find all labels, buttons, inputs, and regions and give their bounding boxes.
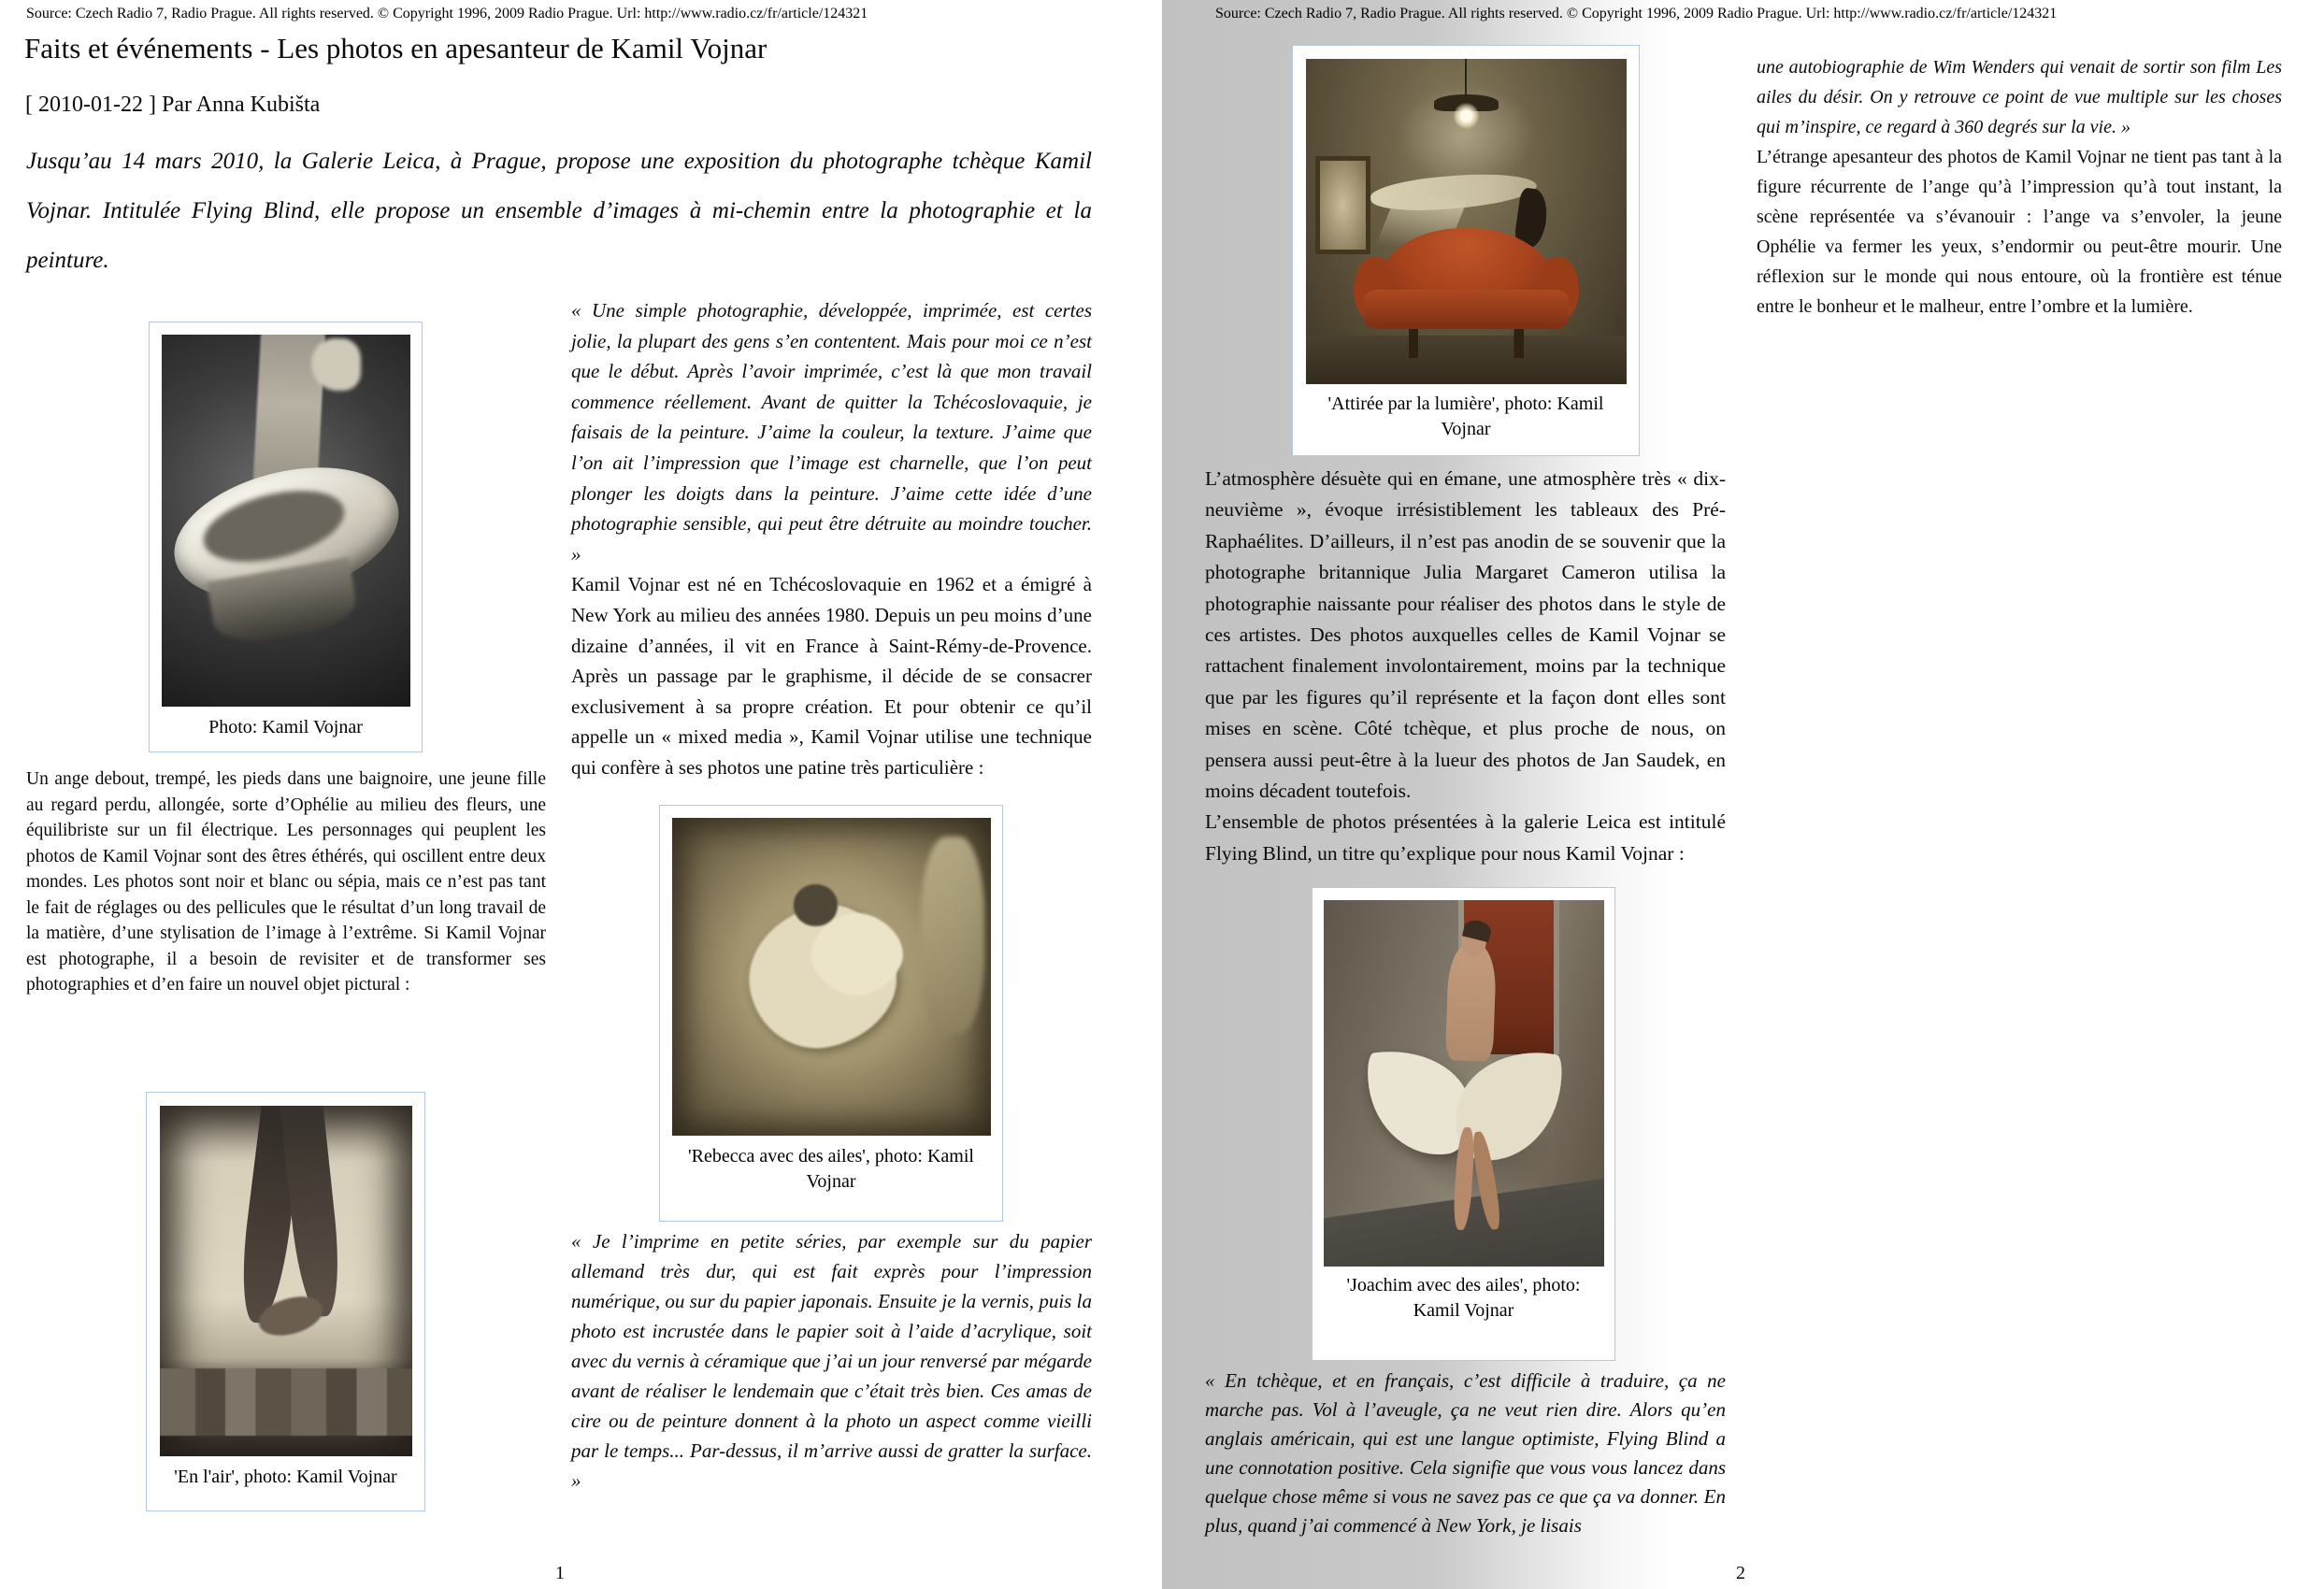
photo-attiree-par-la-lumiere [1306,59,1627,384]
angel-wing-shape [311,338,361,391]
torso-shape [1445,943,1497,1062]
figure-caption: 'Rebecca avec des ailes', photo: Kamil Vojnar [688,1146,974,1192]
page-number: 2 [1736,1563,1745,1583]
page-2 [1162,0,2324,1589]
lead-paragraph: Jusqu’au 14 mars 2010, la Galerie Leica, à Prague, propose une exposition du photographe tchèque Kamil Vojnar. Intitulée Flying Blind, elle propose un ensemble d’images à mi-chemin entre la photographie et la peinture. [26,149,1092,273]
right-column [1757,52,2282,322]
figure-rebecca [659,805,1003,1222]
quote-simple-photo: « Une simple photographie, développée, imprimée, est certes jolie, la plupart des gens s’en contentent. Mais pour moi ce n’est que le début. Après l’avoir imprimée, c’est là que mon travail commence réellement. Avant de quitter la Tchécoslovaquie, je faisais de la peinture. J’aime la couleur, la texture. J’aime que l’on ait l’impression que l’image est charnelle, que l’on peut plonger les doigts dans la peinture. J’aime cette idée d’une photographie sensible, qui peut être détruite au moindre toucher. » [571,299,1092,565]
figure-attiree-par-la-lumiere [1292,45,1640,456]
hair-shape [794,884,839,925]
photo-joachim [1324,900,1604,1267]
middle-column [571,295,1092,783]
lamp-bulb-shape [1454,103,1479,129]
figure-en-lair [146,1092,425,1511]
page-title: Faits et événements - Les photos en apesanteur de Kamil Vojnar [24,32,767,64]
source-line: Source: Czech Radio 7, Radio Prague. All rights reserved. © Copyright 1996, 2009 Radio Prague. Url: http://www.radio.cz/fr/article/124321 [1215,6,2058,21]
photo-rebecca [672,818,991,1136]
paragraph-angels: Un ange debout, trempé, les pieds dans une baignoire, une jeune fille au regard perdu, allongée, sorte d’Ophélie au milieu des fleurs, une équilibriste sur un fil électrique. Les personnages qui peuplent les photos de Kamil Vojnar sont des êtres éthérés, qui oscillent entre deux mondes. Les photos sont noir et blanc ou sépia, mais ce n’est pas tant le fait de réglages ou des pellicules que le résultat d’un long travail de la matière, d’une stylisation de l’image à l’extrême. Si Kamil Vojnar est photographe, il a besoin de revisiter et de transformer ses photographies et d’en faire un nouvel objet pictural : [26,769,546,995]
cityscape-shape [160,1368,412,1435]
figure-caption: 'En l'air', photo: Kamil Vojnar [174,1467,397,1487]
quote-print-process: « Je l’imprime en petite séries, par exemple sur du papier allemand très dur, qui est fait exprès pour l’impression numérique, ou sur du papier japonais. Ensuite je la vernis, puis la photo est incrustée dans le papier soit à l’aide d’acrylique, soit avec du vernis à céramique que j’ai un jour renversé par mégarde avant de réaliser le lendemain que c’était très bien. Ces amas de cire ou de peinture donnent à la photo un aspect comme vieilli par le temps... Par-dessus, il m’arrive aussi de gratter la surface. » [571,1230,1092,1492]
photo-en-lair [160,1106,412,1456]
figure-caption: 'Attirée par la lumière', photo: Kamil Vojnar [1327,394,1604,439]
sofa-legs-shape [1370,329,1563,358]
byline: [ 2010-01-22 ] Par Anna Kubišta [25,93,321,117]
middle-column [1205,464,1726,869]
quote-wenders: une autobiographie de Wim Wenders qui venait de sortir son film Les ailes du désir. On y retrouve ce point de vue multiple sur les choses qui m’inspire, ce regard à 360 degrés sur la vie. » [1757,57,2282,137]
paragraph-bio: Kamil Vojnar est né en Tchécoslovaquie en 1962 et a émigré à New York au milieu des années 1980. Depuis un peu moins d’une dizaine d’années, il vit en France à Saint-Rémy-de-Provence. Après un passage par le graphisme, il décide de se consacrer exclusivement à sa propre création. Et pour obtenir ce qu’il appelle un « mixed media », Kamil Vojnar utilise une technique qui confère à ses photos une patine très particulière : [571,573,1092,779]
figure-caption: 'Joachim avec des ailes', photo: Kamil Vojnar [1346,1275,1581,1321]
quote-flying-blind: « En tchèque, et en français, c’est difficile à traduire, ça ne marche pas. Vol à l’aveugle, ça ne veut rien dire. Alors qu’en anglais américain, qui est une langue optimiste, Flying Blind a une connotation positive. Cela signifie que vous vous lancez dans quelque chose même si vous ne savez pas ce que ça va donner. En plus, quand j’ai commencé à New York, je lisais [1205,1369,1726,1537]
figure-bathtub-angel [149,322,423,752]
paragraph-apesanteur: L’étrange apesanteur des photos de Kamil Vojnar ne tient pas tant à la figure récurrente de l’ange qu’à l’impression qu’à tout instant, la scène représentée va s’évanouir : l’ange va s’envoler, la jeune Ophélie va fermer les yeux, s’endormir ou peut-être mourir. Une réflexion sur le monde qui nous entoure, où la frontière est ténue entre le bonheur et le malheur, entre l’ombre et la lumière. [1757,147,2282,317]
wall-picture-shape [1315,156,1370,253]
sofa-seat-shape [1364,290,1570,329]
sheet-fold-shape [921,837,984,1034]
lamp-cord-shape [1465,59,1467,98]
page-number: 1 [555,1563,565,1583]
paragraph-ensemble: L’ensemble de photos présentées à la galerie Leica est intitulé Flying Blind, un titre qu’explique pour nous Kamil Vojnar : [1205,810,1726,865]
figure-caption: Photo: Kamil Vojnar [208,717,363,737]
paragraph-atmosphere: L’atmosphère désuète qui en émane, une atmosphère très « dix-neuvième », évoque irrésistiblement les tableaux des Pré-Raphaélites. D’ailleurs, il n’est pas anodin de se souvenir que la photographe britannique Julia Margaret Cameron utilisa la photographie naissante pour réaliser des photos dans le style de ces artistes. Des photos auxquelles celles de Kamil Vojnar se rattachent finalement involontairement, moins par la technique que par les figures qu’il représente et la façon dont elles sont mises en scène. Côté tchèque, et plus proche de nous, on pensera aussi peut-être à la lueur des photos de Jan Saudek, en moins décadent toutefois. [1205,467,1726,803]
source-line: Source: Czech Radio 7, Radio Prague. All rights reserved. © Copyright 1996, 2009 Radio Prague. Url: http://www.radio.cz/fr/article/124321 [26,6,868,21]
figure-joachim [1312,887,1615,1361]
photo-bathtub-angel [162,335,410,707]
